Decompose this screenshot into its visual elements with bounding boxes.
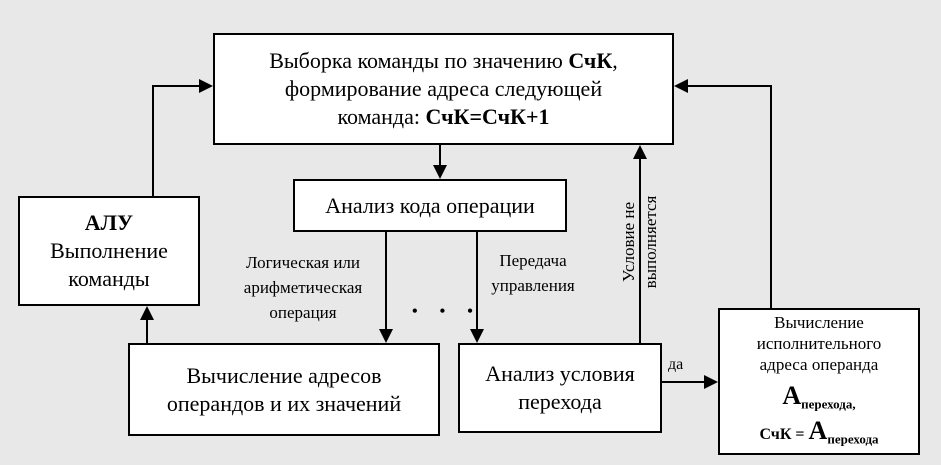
edge-operands-to-alu-arrowhead xyxy=(140,306,154,320)
edge-operands-to-alu-vline xyxy=(146,320,148,343)
edge-condition-to-jump-arrowhead xyxy=(704,375,718,389)
edge-condition-to-jump-hline xyxy=(662,381,705,383)
edge-condition-to-fetch-arrowhead xyxy=(633,145,647,159)
jump-a-symbol: А xyxy=(782,381,802,411)
node-operand-computation xyxy=(128,343,440,436)
edge-opcode-to-condition-arrowhead xyxy=(470,329,484,343)
node-fetch-line3 xyxy=(337,103,549,131)
node-alu-line2: Выполнение xyxy=(50,238,168,263)
node-condition-analysis xyxy=(458,343,662,433)
node-jump-formula2 xyxy=(759,415,879,451)
node-alu xyxy=(18,196,200,306)
jump-a2-subscript: перехода xyxy=(827,430,879,446)
edge-jump-to-fetch-vline xyxy=(770,86,772,308)
jump-a2-symbol: А xyxy=(808,415,828,445)
jump-a-subscript: перехода, xyxy=(801,396,856,412)
edge-fetch-to-opcode-arrowhead xyxy=(433,165,447,179)
node-jump-formula1 xyxy=(782,381,856,416)
label-logical-line1: Логическая или xyxy=(245,253,361,272)
node-jump-line3: адреса операнда xyxy=(759,355,879,375)
label-logical-line3: операция xyxy=(269,303,337,322)
node-jump-address xyxy=(718,308,920,455)
node-opcode-line1: Анализ кода операции xyxy=(325,192,535,218)
edge-fetch-to-opcode-vline xyxy=(439,145,441,166)
node-alu-title: АЛУ xyxy=(84,210,134,235)
node-condition-line2: перехода xyxy=(518,389,602,414)
jump-schk-text: СчК = xyxy=(759,425,809,443)
node-fetch-command xyxy=(213,33,674,145)
node-jump-line1: Вычисление xyxy=(774,313,864,333)
label-logical-arithmetic xyxy=(223,250,383,325)
node-opcode-analysis xyxy=(293,179,567,232)
fetch-line1-text: Выборка команды по значению xyxy=(269,48,569,73)
edge-jump-to-fetch-arrowhead xyxy=(674,79,688,93)
edge-alu-to-fetch-arrowhead xyxy=(199,79,213,93)
label-transfer-line2: управления xyxy=(491,276,575,295)
label-yes: да xyxy=(668,356,684,373)
node-fetch-line2: формирование адреса следующей xyxy=(284,76,603,101)
edge-alu-to-fetch-hline xyxy=(152,85,199,87)
node-fetch-line1 xyxy=(269,47,618,75)
node-jump-line2: исполнительного xyxy=(756,334,882,354)
label-control-transfer xyxy=(478,248,588,298)
label-not-met-line1: Условие не xyxy=(619,201,638,283)
label-logical-line2: арифметическая xyxy=(243,278,363,297)
node-alu-line3: команды xyxy=(68,266,150,291)
edge-opcode-to-operands-vline xyxy=(385,232,387,330)
label-not-met-line2: выполняется xyxy=(641,195,660,289)
fetch-line1-comma: , xyxy=(612,48,618,73)
node-operands-line2: операндов и их значений xyxy=(166,390,402,416)
fetch-line3-text: команда: xyxy=(337,104,426,129)
fetch-line1-bold-schk: СчК xyxy=(568,48,613,73)
label-transfer-line1: Передача xyxy=(499,251,567,270)
node-operands-line1: Вычисление адресов xyxy=(186,362,382,388)
edge-alu-to-fetch-vline xyxy=(152,86,154,196)
label-condition-not-met xyxy=(618,172,662,312)
ellipsis-dots: • • • xyxy=(412,303,482,320)
fetch-line3-formula: СчК=СчК+1 xyxy=(425,104,550,129)
edge-jump-to-fetch-hline xyxy=(687,85,772,87)
edge-opcode-to-operands-arrowhead xyxy=(379,329,393,343)
node-condition-line1: Анализ условия xyxy=(485,361,635,386)
